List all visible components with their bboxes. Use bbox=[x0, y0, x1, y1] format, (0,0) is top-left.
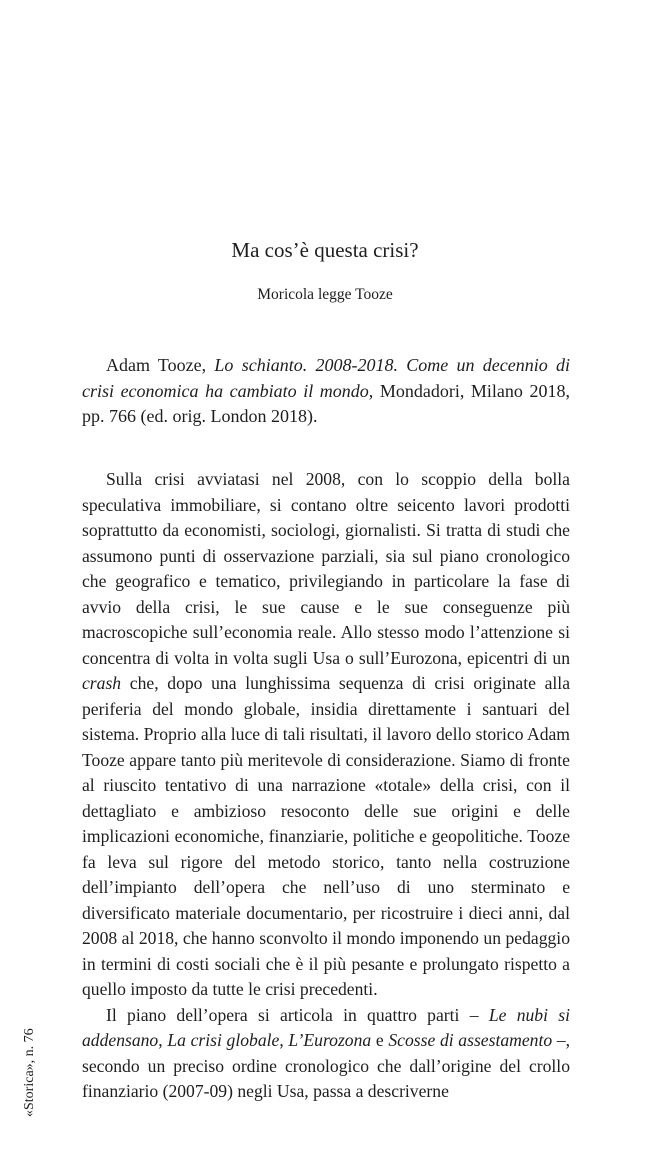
paragraph-1 bbox=[82, 467, 570, 1003]
reference-book-title: Lo schianto. 2008-2018. Come un decennio di crisi economica ha cambiato il mondo bbox=[82, 355, 570, 401]
paragraph-2 bbox=[82, 1003, 570, 1105]
paragraph-1-text-a: Sulla crisi avviatasi nel 2008, con lo scoppio della bolla speculativa immobiliare, si contano oltre seicento lavori prodotti soprattutto da economisti, sociologi, giornalisti. Si tratta di studi che assumono punti di osservazione parziali, sia sul piano cronologico che geografico e tematico, privilegiando in particolare la fase di avvio della crisi, le sue cause e le sue conseguenze più macroscopiche sull’economia reale. Allo stesso modo l’attenzione si concentra di volta in volta sugli Usa o sull’Eurozona, epicentri di un bbox=[82, 469, 570, 668]
paragraph-2-text-b: –, secondo un preciso ordine cronologico che dall’origine del crollo finanziario (2007-09) negli Usa, passa a descriverne bbox=[82, 1030, 571, 1101]
article-subtitle: Moricola legge Tooze bbox=[257, 286, 393, 303]
part-title-4: Scosse di assestamento bbox=[388, 1030, 553, 1050]
separator-2: , bbox=[279, 1030, 289, 1050]
part-title-1: Le nubi si addensano bbox=[82, 1004, 571, 1050]
article-title: Ma cos’è questa crisi? bbox=[231, 238, 419, 262]
separator-3: e bbox=[371, 1030, 389, 1050]
paragraph-1-text-b: che, dopo una lunghissima sequenza di crisi originate alla periferia del mondo globale, insidia direttamente i santuari del sistema. Proprio alla luce di tali risultati, il lavoro dello storico Adam Tooze appare tanto più meritevole di considerazione. Siamo di fronte al riuscito tentativo di una narrazione «totale» della crisi, con il dettagliato e ambizioso resoconto delle sue origini e delle implicazioni economiche, finanziarie, politiche e geopolitiche. Tooze fa leva sul rigore del metodo storico, tanto nella costruzione dell’impianto dell’opera che nell’uso di uno sterminato e diversificato materiale documentario, per ricostruire i dieci anni, dal 2008 al 2018, che hanno sconvolto il mondo imponendo un pedaggio in termini di costi sociali che è il più pesante e prolungato rispetto a quello imposto da tutte le crisi precedenti. bbox=[82, 673, 570, 999]
reference-publication: , Mondadori, Milano 2018, pp. 766 (ed. orig. London 2018). bbox=[82, 380, 570, 426]
running-head: «Storica», n. 76 bbox=[22, 1028, 37, 1117]
part-title-2: La crisi globale bbox=[167, 1030, 280, 1050]
separator-1: , bbox=[158, 1030, 168, 1050]
book-reference bbox=[82, 353, 570, 430]
crash-term: crash bbox=[82, 673, 122, 693]
article-body bbox=[82, 467, 570, 1105]
reference-author: Adam Tooze, bbox=[106, 355, 215, 375]
paragraph-2-text-a: Il piano dell’opera si articola in quattro parti – bbox=[106, 1004, 489, 1025]
part-title-3: L’Eurozona bbox=[288, 1030, 372, 1050]
